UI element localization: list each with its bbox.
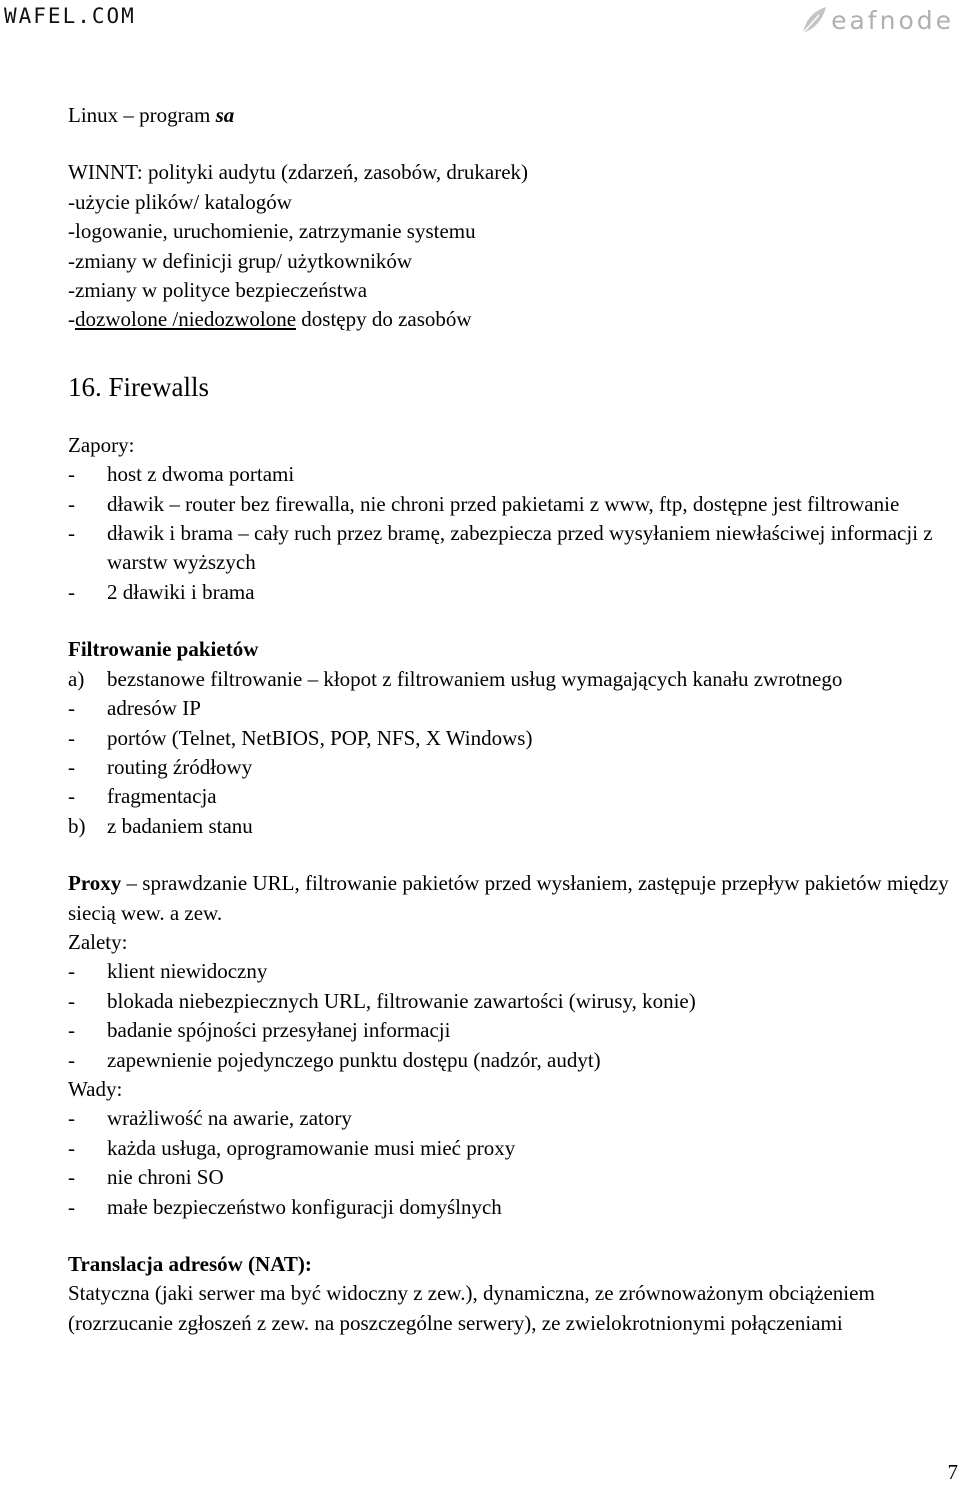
winnt-block xyxy=(68,158,960,334)
nat-heading: Translacja adresów (NAT): xyxy=(68,1252,312,1276)
list-item-text: wrażliwość na awarie, zatory xyxy=(107,1106,352,1131)
winnt-line: -logowanie, uruchomienie, zatrzymanie systemu xyxy=(68,219,476,244)
list-item-text: bezstanowe filtrowanie – kłopot z filtrowaniem usług wymagających kanału zwrotnego xyxy=(107,666,843,691)
dash-marker: - xyxy=(68,579,75,604)
dash-marker: - xyxy=(68,1018,75,1043)
list-item-text: dławik i brama – cały ruch przez bramę, zabezpiecza przed wysyłaniem niewłaściwej informacji z warstw wyższych xyxy=(107,521,933,575)
list-item-text: routing źródłowy xyxy=(107,754,253,779)
dash-marker: - xyxy=(68,1165,75,1190)
filtrowanie-heading: Filtrowanie pakietów xyxy=(68,637,259,662)
list-item xyxy=(68,1016,960,1045)
list-item-text: każda usługa, oprogramowanie musi mieć proxy xyxy=(107,1135,516,1160)
letter-marker: b) xyxy=(68,813,86,838)
zalety-list xyxy=(68,957,960,1075)
leaf-icon xyxy=(799,3,829,37)
zalety-label: Zalety: xyxy=(68,929,128,954)
dash-marker: - xyxy=(68,1135,75,1160)
list-item-text: małe bezpieczeństwo konfiguracji domyślnych xyxy=(107,1194,502,1219)
zapory-block xyxy=(68,431,960,607)
list-item-text: z badaniem stanu xyxy=(107,813,253,838)
list-item-text: portów (Telnet, NetBIOS, POP, NFS, X Windows) xyxy=(107,725,533,750)
list-item-text: nie chroni SO xyxy=(107,1165,224,1190)
winnt-line xyxy=(68,305,960,334)
zapory-heading xyxy=(68,431,960,460)
wady-list xyxy=(68,1104,960,1222)
list-item xyxy=(68,753,960,782)
proxy-text: – sprawdzanie URL, filtrowanie pakietów przed wysłaniem, zastępuje przepływ pakietów między siecią wew. a zew. xyxy=(68,871,949,925)
dash-marker: - xyxy=(68,1106,75,1131)
winnt-line: -zmiany w polityce bezpieczeństwa xyxy=(68,278,368,303)
list-item-text: zapewnienie pojedynczego punktu dostępu (nadzór, audyt) xyxy=(107,1047,601,1072)
proxy-paragraph xyxy=(68,869,960,928)
winnt-dash: - xyxy=(68,307,75,332)
list-item xyxy=(68,812,960,841)
list-item xyxy=(68,724,960,753)
list-item xyxy=(68,460,960,489)
zapory-list xyxy=(68,460,960,607)
list-item-text: host z dwoma portami xyxy=(107,462,295,487)
filtrowanie-block xyxy=(68,635,960,841)
proxy-block xyxy=(68,869,960,1222)
document-body xyxy=(68,101,960,1338)
list-item xyxy=(68,665,960,694)
list-item xyxy=(68,694,960,723)
section-title: 16. Firewalls xyxy=(68,371,209,402)
winnt-underlined: dozwolone /niedozwolone xyxy=(75,307,297,332)
dash-marker: - xyxy=(68,491,75,516)
dash-marker: - xyxy=(68,1047,75,1072)
list-item xyxy=(68,519,960,578)
list-item-text: fragmentacja xyxy=(107,784,217,809)
dash-marker: - xyxy=(68,988,75,1013)
list-item xyxy=(68,782,960,811)
list-item-text: 2 dławiki i brama xyxy=(107,579,255,604)
nat-block xyxy=(68,1250,960,1338)
list-item xyxy=(68,1104,960,1133)
dash-marker: - xyxy=(68,1194,75,1219)
list-item-text: badanie spójności przesyłanej informacji xyxy=(107,1018,451,1043)
watermark-left: WAFEL.COM xyxy=(4,4,136,28)
list-item xyxy=(68,987,960,1016)
list-item xyxy=(68,578,960,607)
dash-marker: - xyxy=(68,521,75,546)
dash-marker: - xyxy=(68,696,75,721)
watermark-right-text: eafnode xyxy=(831,5,954,35)
dash-marker: - xyxy=(68,959,75,984)
linux-line xyxy=(68,101,960,130)
linux-tool: sa xyxy=(215,103,235,127)
zapory-heading-bold: Zapory xyxy=(68,432,129,457)
wady-label: Wady: xyxy=(68,1076,123,1101)
watermark-right xyxy=(799,0,954,40)
list-item xyxy=(68,1193,960,1222)
zapory-heading-colon: : xyxy=(128,432,135,457)
dash-marker: - xyxy=(68,725,75,750)
page-number: 7 xyxy=(947,1460,958,1484)
list-item-text: klient niewidoczny xyxy=(107,959,268,984)
list-item xyxy=(68,957,960,986)
list-item-text: blokada niebezpiecznych URL, filtrowanie zawartości (wirusy, konie) xyxy=(107,988,696,1013)
nat-text: Statyczna (jaki serwer ma być widoczny z zew.), dynamiczna, ze zrównoważonym obciążeniem (rozrzucanie zgłoszeń z zew. na poszczególne serwery), ze zwielokrotnionymi połączeniami xyxy=(68,1281,875,1335)
winnt-rest: dostępy do zasobów xyxy=(296,307,472,332)
dash-marker: - xyxy=(68,754,75,779)
dash-marker: - xyxy=(68,462,75,487)
proxy-label: Proxy xyxy=(68,871,122,896)
winnt-line: -użycie plików/ katalogów xyxy=(68,189,292,214)
list-item-text: adresów IP xyxy=(107,696,201,721)
list-item xyxy=(68,1163,960,1192)
list-item xyxy=(68,1134,960,1163)
linux-prefix: Linux – program xyxy=(68,103,216,127)
winnt-line: -zmiany w definicji grup/ użytkowników xyxy=(68,248,413,273)
list-item xyxy=(68,1046,960,1075)
dash-marker: - xyxy=(68,784,75,809)
list-item-text: dławik – router bez firewalla, nie chroni przed pakietami z www, ftp, dostępne jest filtrowanie xyxy=(107,491,900,516)
winnt-heading: WINNT: polityki audytu (zdarzeń, zasobów, drukarek) xyxy=(68,160,529,185)
list-item xyxy=(68,490,960,519)
letter-marker: a) xyxy=(68,666,85,691)
filtrowanie-list xyxy=(68,665,960,841)
